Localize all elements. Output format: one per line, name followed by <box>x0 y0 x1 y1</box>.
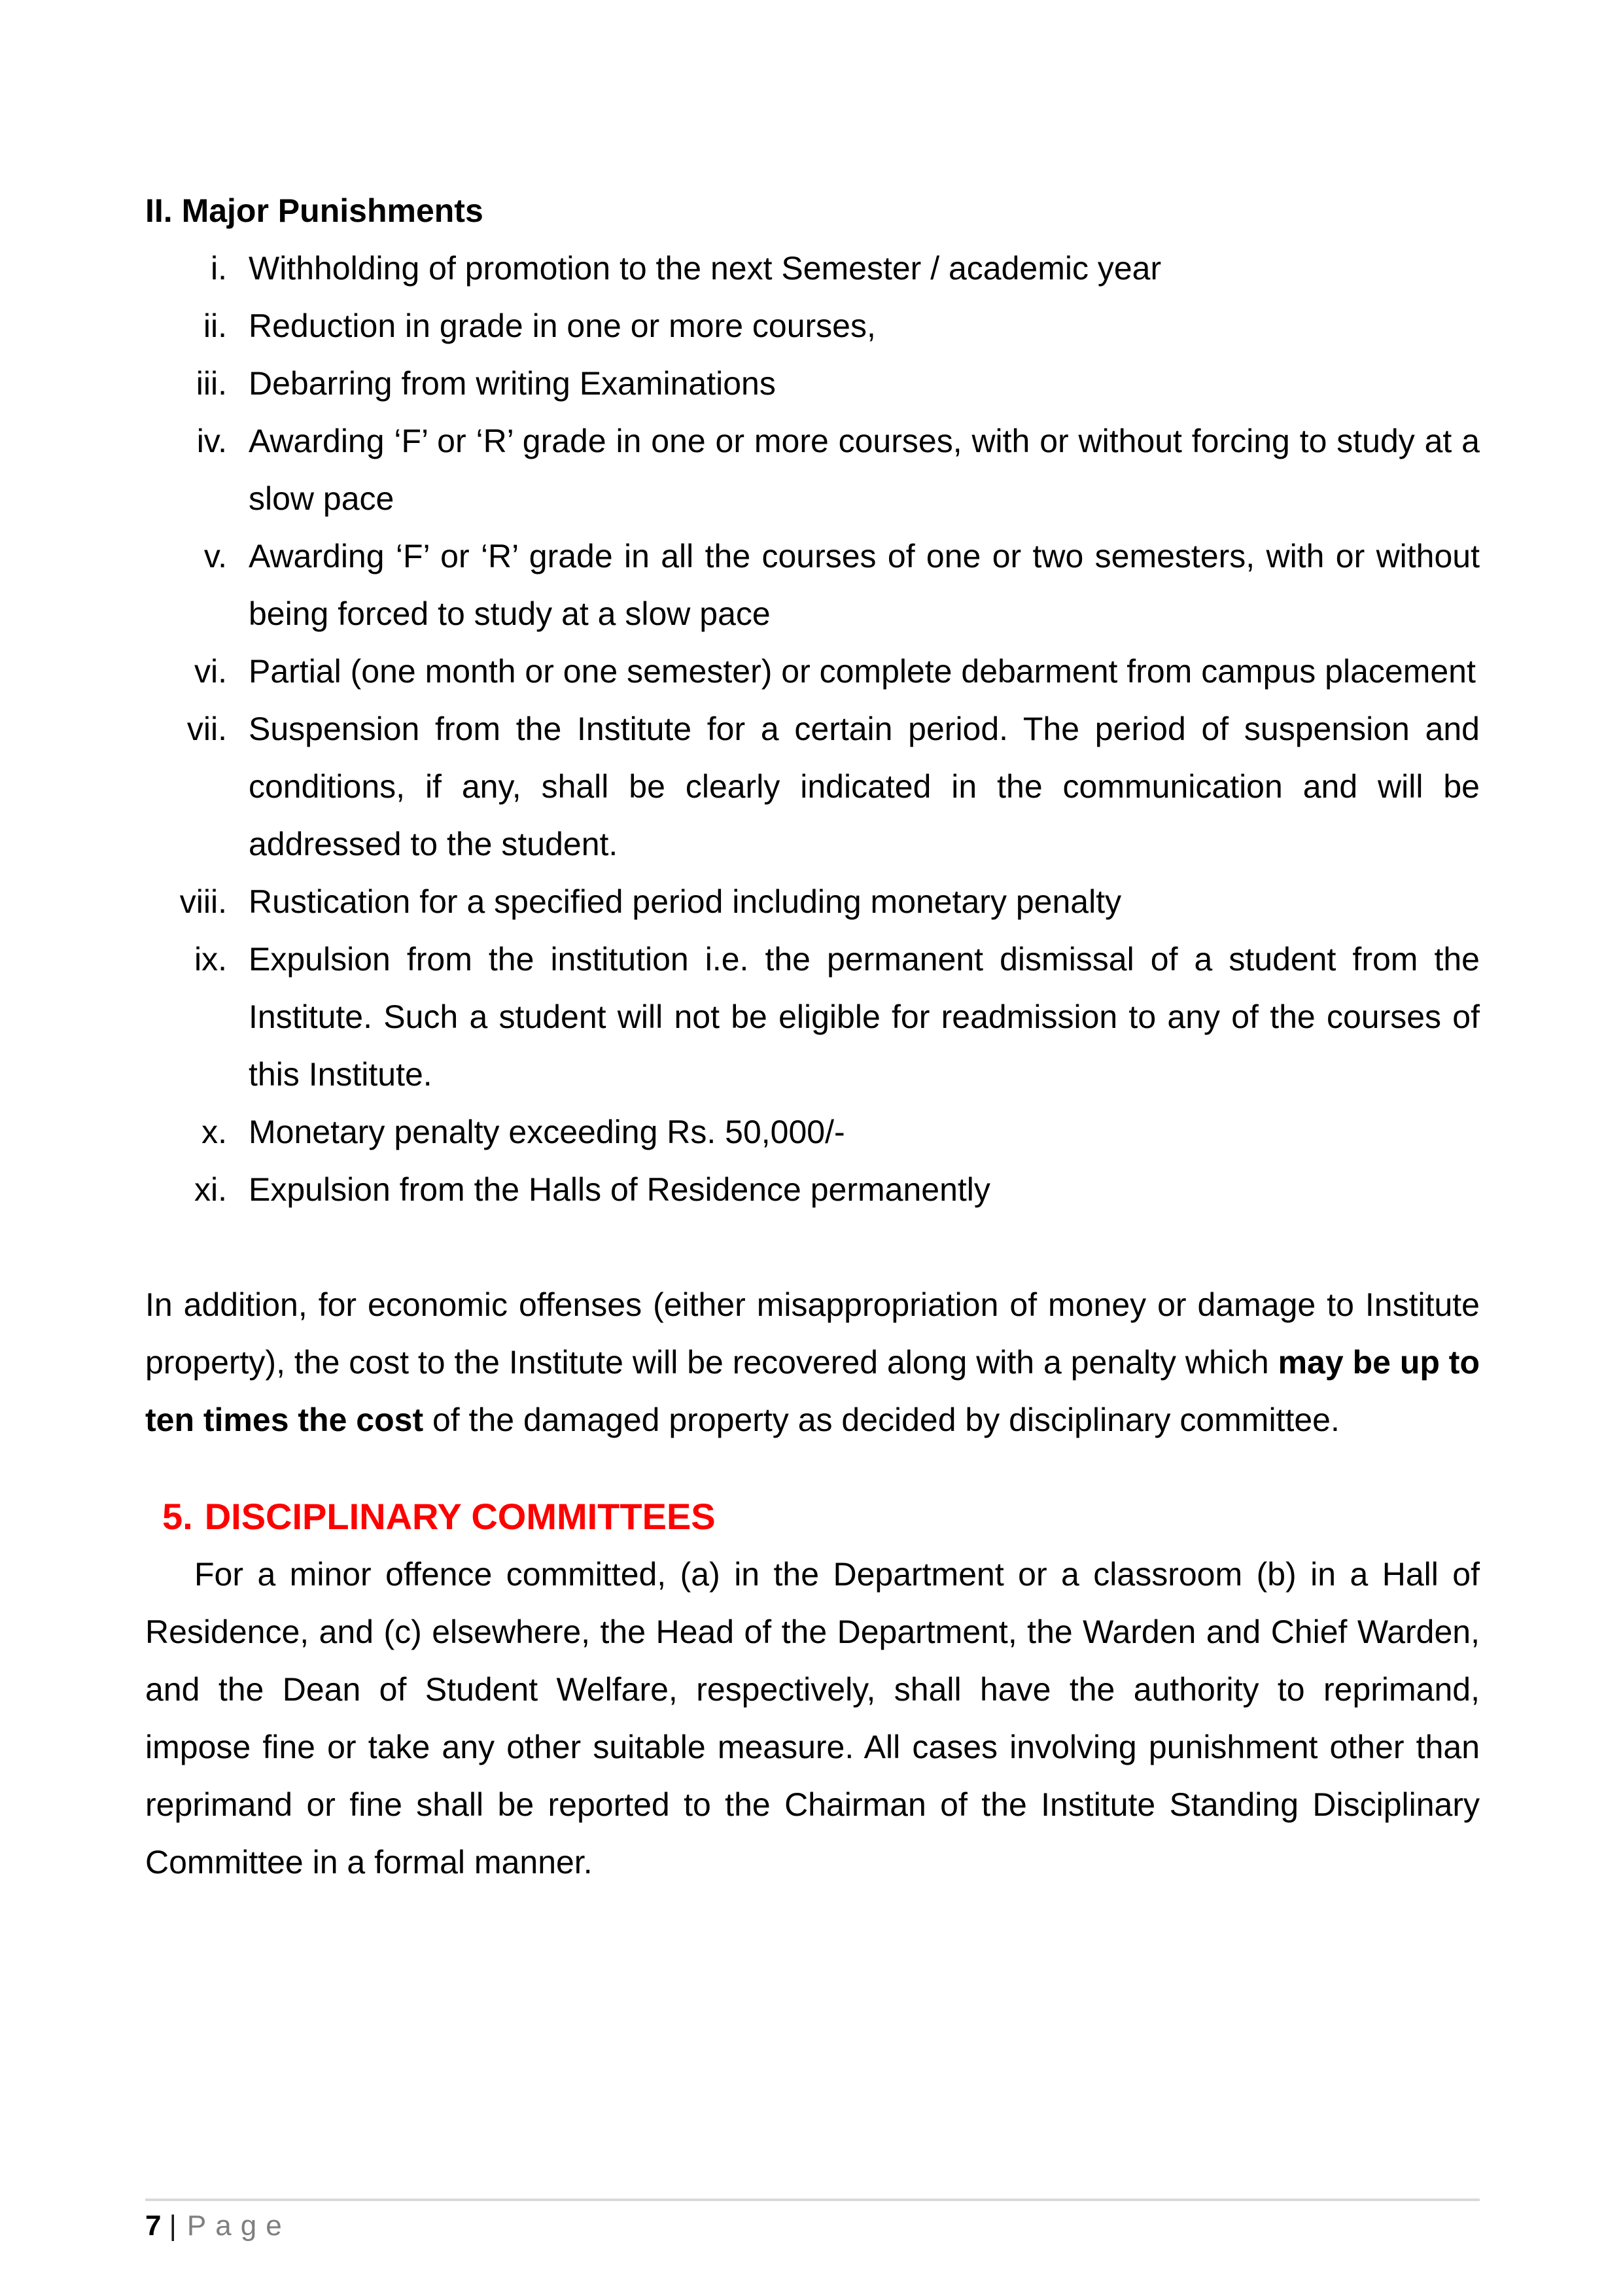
economic-offenses-paragraph <box>145 1276 1480 1449</box>
list-item <box>145 1161 1480 1218</box>
list-item <box>145 643 1480 700</box>
list-item-text: Reduction in grade in one or more courses, <box>249 308 876 344</box>
disciplinary-committees-heading <box>162 1488 1480 1545</box>
page-footer <box>145 2208 291 2244</box>
list-item-text: Awarding ‘F’ or ‘R’ grade in all the courses of one or two semesters, with or without being forced to study at a slow pace <box>249 538 1480 632</box>
paragraph-text: of the damaged property as decided by disciplinary committee. <box>423 1402 1340 1438</box>
section-number: 5. <box>162 1496 193 1537</box>
list-item-number: iii. <box>196 365 227 402</box>
page-number: 7 <box>145 2210 162 2242</box>
page-content <box>145 182 1480 1891</box>
list-item-text: Suspension from the Institute for a certain period. The period of suspension and conditions, if any, shall be clearly indicated in the communication and will be addressed to the student. <box>249 711 1480 862</box>
paragraph-text: In addition, for economic offenses (either misappropriation of money or damage to Institute property), the cost to the Institute will be recovered along with a penalty which <box>145 1286 1480 1381</box>
section-title: DISCIPLINARY COMMITTEES <box>204 1496 716 1537</box>
list-item <box>145 527 1480 643</box>
footer-divider <box>145 2199 1480 2201</box>
list-item-number: vi. <box>194 653 227 690</box>
list-item-number: ii. <box>203 308 227 344</box>
list-item-number: x. <box>201 1114 227 1150</box>
list-item-text: Debarring from writing Examinations <box>249 365 776 402</box>
list-item-number: vii. <box>186 711 227 747</box>
list-item-number: viii. <box>179 883 227 920</box>
list-item-text: Expulsion from the Halls of Residence permanently <box>249 1171 990 1208</box>
list-item-text: Withholding of promotion to the next Semester / academic year <box>249 250 1162 287</box>
list-item-number: ix. <box>194 941 227 978</box>
list-item-number: i. <box>211 250 227 287</box>
list-item <box>145 355 1480 412</box>
page-label: Page <box>186 2210 291 2242</box>
list-item-text: Partial (one month or one semester) or complete debarment from campus placement <box>249 653 1476 690</box>
list-item-number: xi. <box>194 1171 227 1208</box>
footer-separator: | <box>169 2210 177 2242</box>
list-item-text: Rustication for a specified period including monetary penalty <box>249 883 1122 920</box>
list-item <box>145 1103 1480 1161</box>
list-item-text: Expulsion from the institution i.e. the permanent dismissal of a student from the Institute. Such a student will not be eligible for readmission to any of the courses of this Institute. <box>249 941 1480 1093</box>
list-item <box>145 873 1480 930</box>
list-item <box>145 700 1480 873</box>
disciplinary-committees-paragraph: For a minor offence committed, (a) in the Department or a classroom (b) in a Hall of Residence, and (c) elsewhere, the Head of the Department, the Warden and Chief Warden, and the Dean of Student Welfare, respectively, shall have the authority to reprimand, impose fine or take any other suitable measure. All cases involving punishment other than reprimand or fine shall be reported to the Chairman of the Institute Standing Disciplinary Committee in a formal manner. <box>145 1556 1480 1881</box>
paragraph-bold-text: may be up to ten times the cost <box>145 1344 1480 1438</box>
list-item <box>145 412 1480 527</box>
major-punishments-list <box>145 239 1480 1218</box>
list-item-text: Awarding ‘F’ or ‘R’ grade in one or more courses, with or without forcing to study at a slow pace <box>249 423 1480 517</box>
list-item <box>145 239 1480 297</box>
list-item <box>145 930 1480 1103</box>
list-item <box>145 297 1480 355</box>
major-punishments-heading: II. Major Punishments <box>145 192 483 229</box>
list-item-text: Monetary penalty exceeding Rs. 50,000/- <box>249 1114 845 1150</box>
list-item-number: iv. <box>196 423 227 459</box>
list-item-number: v. <box>203 538 227 574</box>
